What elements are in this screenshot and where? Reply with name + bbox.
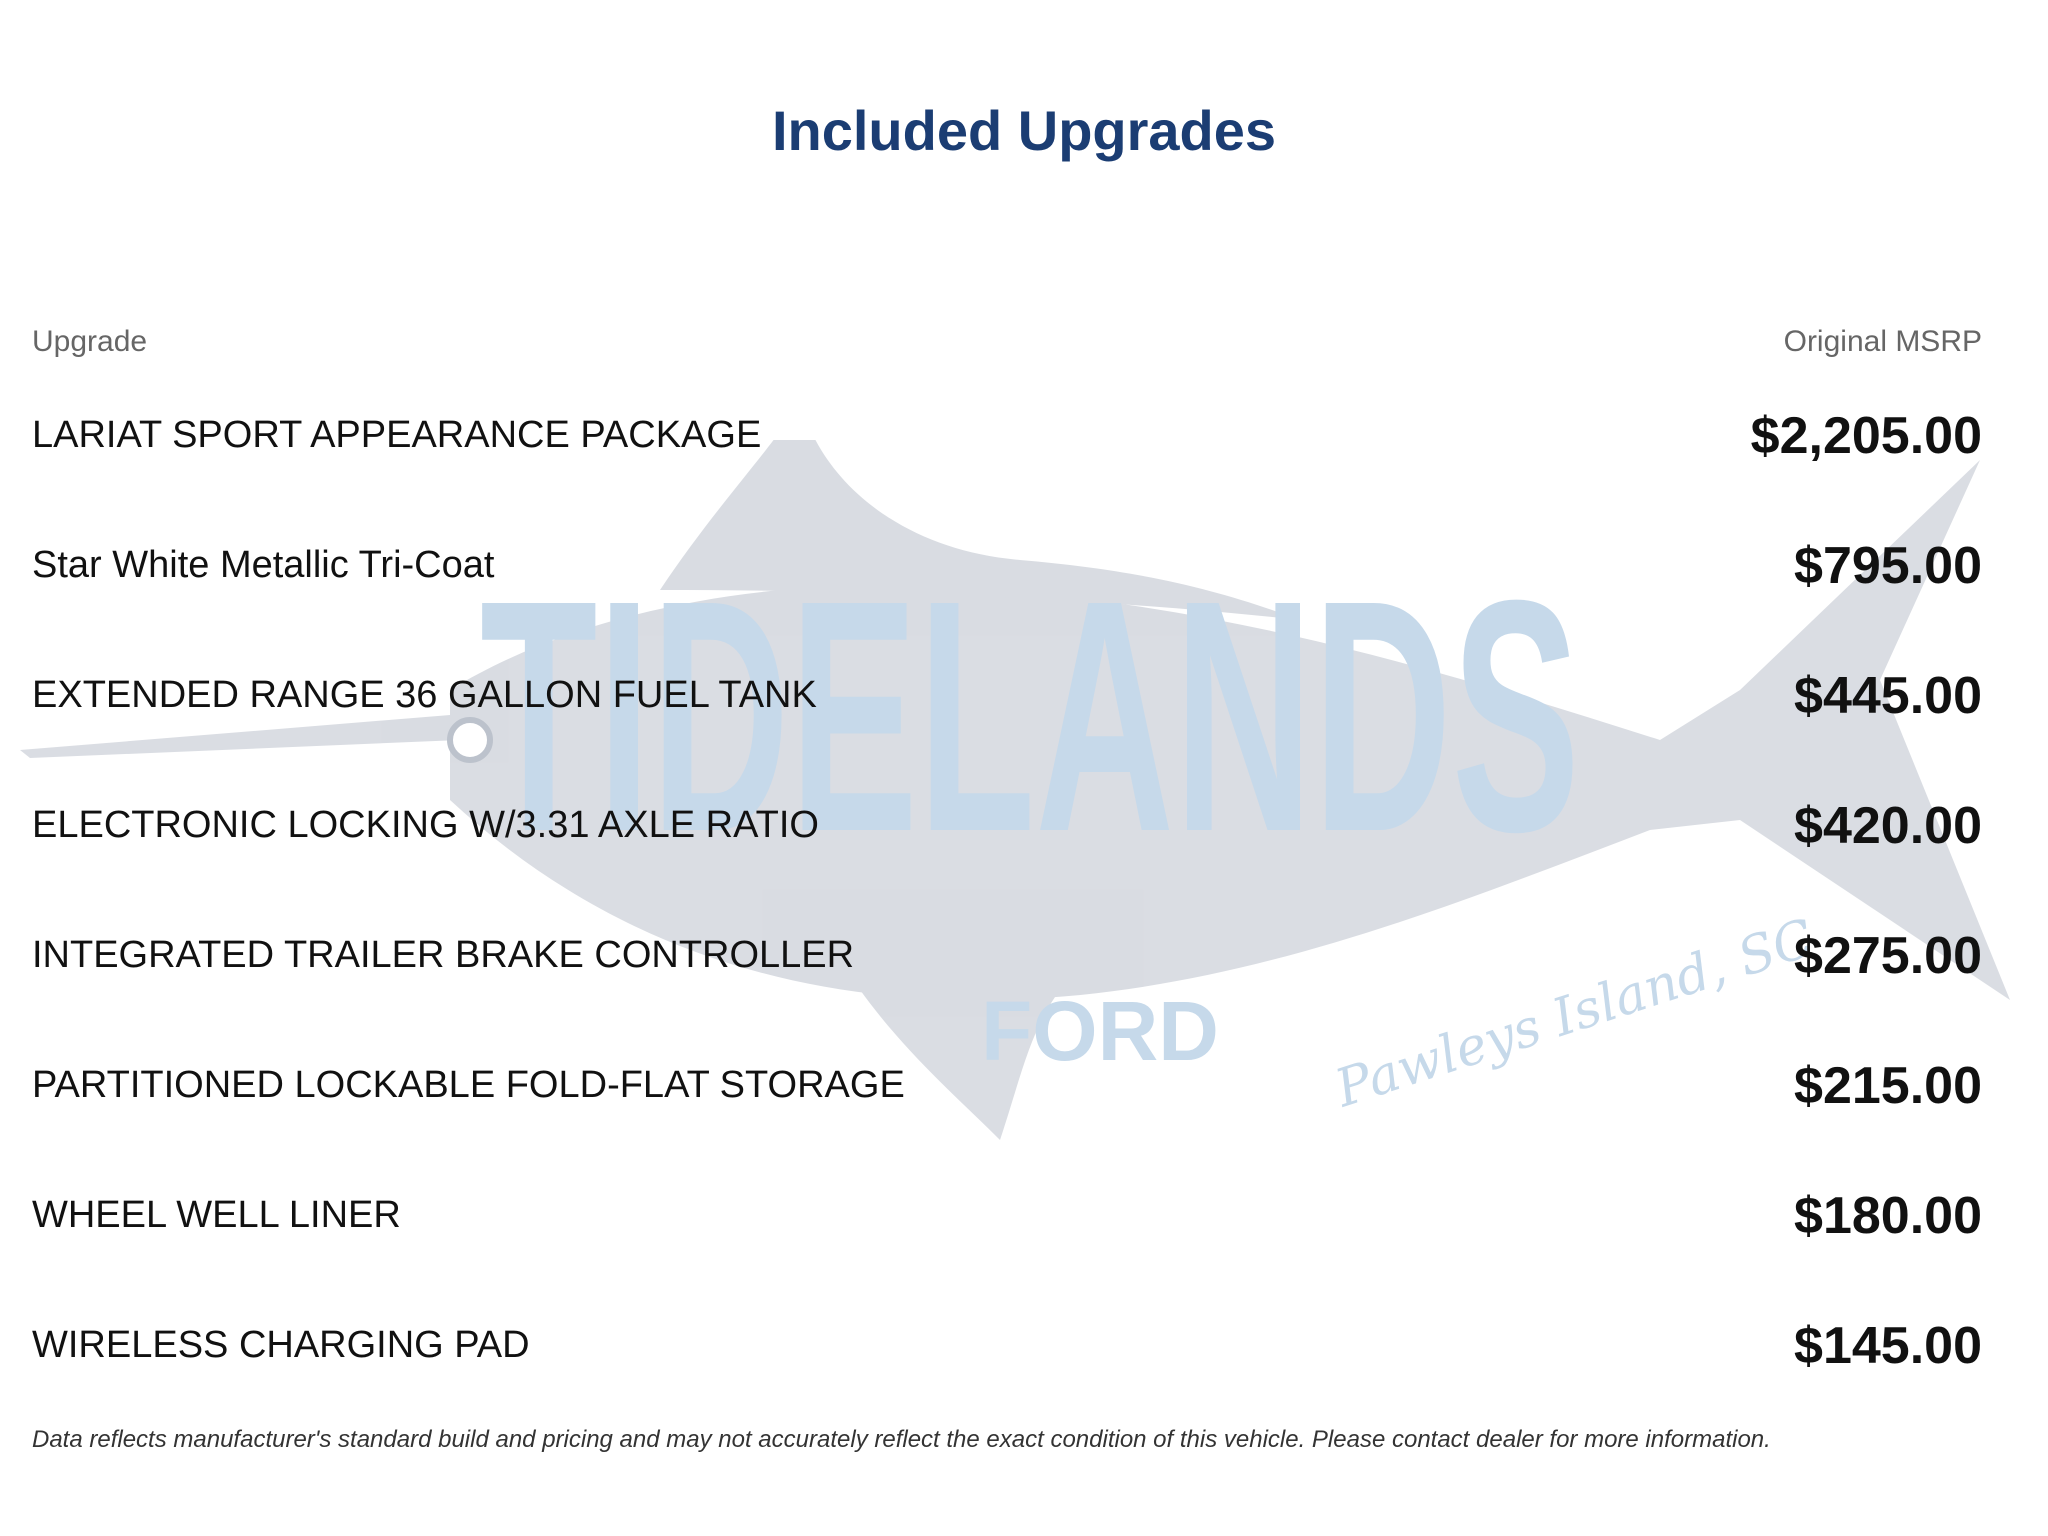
upgrade-name: PARTITIONED LOCKABLE FOLD-FLAT STORAGE xyxy=(32,1064,905,1106)
upgrades-table xyxy=(0,380,2048,1420)
watermark-sub: FORD xyxy=(981,984,1219,1078)
table-row xyxy=(0,900,2048,1030)
upgrade-name: INTEGRATED TRAILER BRAKE CONTROLLER xyxy=(32,934,855,976)
upgrade-price: $2,205.00 xyxy=(1750,407,1982,465)
upgrade-name: Star White Metallic Tri-Coat xyxy=(32,544,495,586)
table-row xyxy=(0,1030,2048,1160)
table-row xyxy=(0,1160,2048,1290)
table-row xyxy=(0,640,2048,770)
disclaimer-footnote: Data reflects manufacturer's standard build and pricing and may not accurately reflect the exact condition of this vehicle. Please contact dealer for more information. xyxy=(32,1426,1771,1453)
upgrade-name: WIRELESS CHARGING PAD xyxy=(32,1324,530,1366)
upgrade-price: $145.00 xyxy=(1794,1317,1982,1375)
table-row xyxy=(0,380,2048,510)
upgrade-price: $275.00 xyxy=(1794,927,1982,985)
upgrade-price: $445.00 xyxy=(1794,667,1982,725)
upgrade-name: WHEEL WELL LINER xyxy=(32,1194,401,1236)
upgrade-name: LARIAT SPORT APPEARANCE PACKAGE xyxy=(32,414,762,456)
table-row xyxy=(0,510,2048,640)
table-row xyxy=(0,1290,2048,1420)
upgrade-price: $420.00 xyxy=(1794,797,1982,855)
watermark-location: Pawleys Island, SC xyxy=(1328,908,1821,1120)
upgrade-name: EXTENDED RANGE 36 GALLON FUEL TANK xyxy=(32,674,817,716)
column-header-upgrade: Upgrade xyxy=(32,325,148,358)
watermark-brand: TIDELANDS xyxy=(480,531,1580,900)
upgrade-price: $795.00 xyxy=(1794,537,1982,595)
table-row xyxy=(0,770,2048,900)
upgrade-price: $180.00 xyxy=(1794,1187,1982,1245)
upgrade-price: $215.00 xyxy=(1794,1057,1982,1115)
page-title: Included Upgrades xyxy=(771,99,1277,162)
upgrade-name: ELECTRONIC LOCKING W/3.31 AXLE RATIO xyxy=(32,804,819,846)
column-header-msrp: Original MSRP xyxy=(1783,325,1982,358)
